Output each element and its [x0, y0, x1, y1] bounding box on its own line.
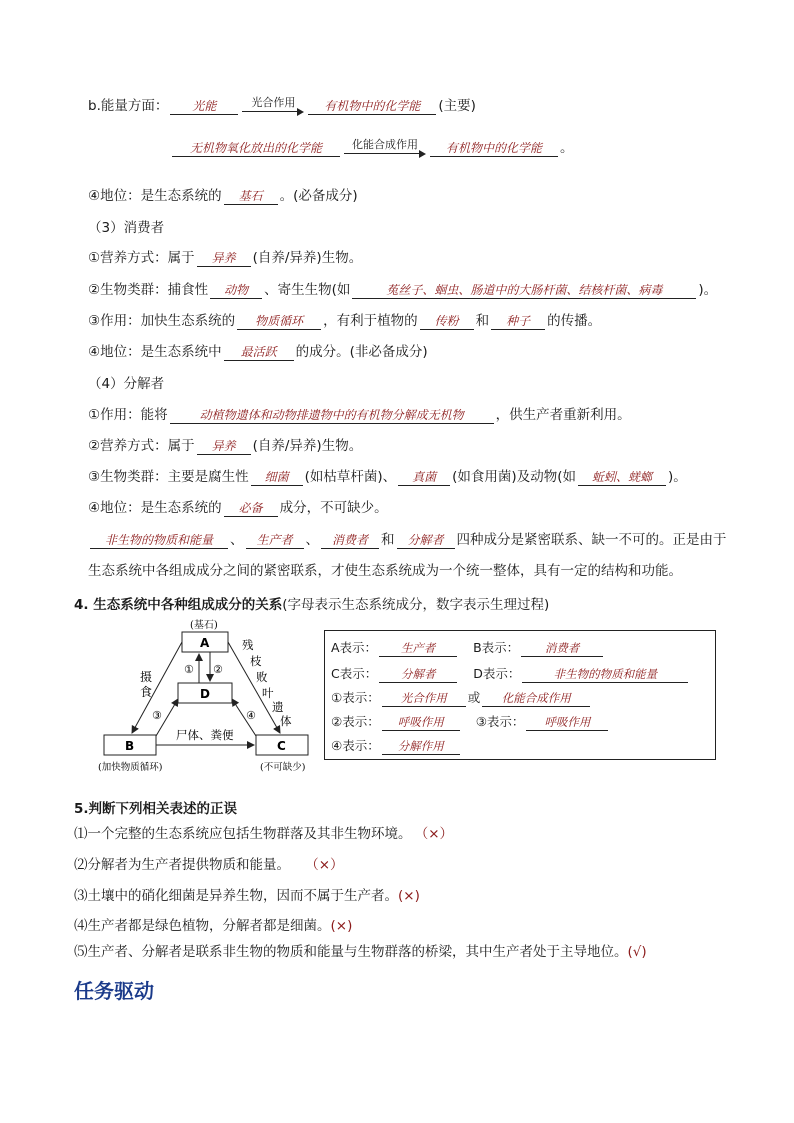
- text: 、: [305, 532, 319, 548]
- answer-material-cycle: 物质循环: [237, 313, 321, 330]
- num-2: ②: [213, 663, 223, 676]
- text: ，有利于植物的: [323, 313, 418, 329]
- judge-mark: （×）: [312, 857, 344, 873]
- label-d: D: [200, 687, 210, 701]
- arrow-label: 化能合成作用: [352, 138, 418, 151]
- text: ④地位：是生态系统的: [88, 188, 222, 204]
- text: ④地位：是生态系统的: [88, 500, 222, 516]
- answer-heterotroph: 异养: [197, 438, 251, 455]
- answer-earthworms: 蚯蚓、蜣螂: [578, 469, 666, 486]
- label: ①表示：: [331, 690, 380, 705]
- text: ⑸生产者、分解者是联系非生物的物质和能量与生物群落的桥梁，其中生产者处于主导地位。: [74, 944, 628, 960]
- text: ①营养方式：属于: [88, 250, 195, 266]
- consumer-types: [88, 281, 717, 299]
- text: ⑶土壤中的硝化细菌是异养生物，因而不属于生产者。: [74, 888, 398, 904]
- num-4: ④: [246, 709, 256, 722]
- text: ③生物类群：主要是腐生性: [88, 469, 249, 485]
- row-a-b: [331, 638, 605, 657]
- arrow-photosynthesis: [242, 96, 304, 115]
- answer-c: 分解者: [379, 666, 457, 683]
- text: ④地位：是生态系统中: [88, 344, 222, 360]
- answer-seeds: 种子: [491, 313, 545, 330]
- text: (如枯草杆菌)、: [304, 469, 397, 485]
- text: 的传播。: [547, 313, 602, 329]
- text: 的成分。(非必备成分): [295, 344, 428, 360]
- energy-prefix: b.能量方面：: [88, 98, 169, 114]
- answer-abiotic: 非生物的物质和能量: [90, 532, 228, 549]
- text: 成分，不可缺少。: [279, 500, 388, 516]
- answer-pollination: 传粉: [420, 313, 474, 330]
- section4-title: 4. 生态系统中各种组成成分的关系: [74, 597, 283, 613]
- row-process-1: [331, 688, 592, 707]
- row-process-4: [331, 736, 462, 755]
- left-label-2: 食: [140, 685, 153, 699]
- decomposer-nutrition: [88, 437, 362, 455]
- answer-process-4: 分解作用: [382, 738, 460, 755]
- right-label-2: 枝: [250, 654, 262, 668]
- judge-mark: （×）: [421, 826, 454, 842]
- period: 。: [560, 140, 574, 156]
- text: ③作用：加快生态系统的: [88, 313, 236, 329]
- answer-process-1a: 光合作用: [382, 690, 466, 707]
- label: ④表示：: [331, 738, 380, 753]
- right-arrow-icon: [344, 151, 426, 157]
- text: 或: [467, 690, 481, 705]
- energy-line-2: [170, 138, 574, 157]
- task-heading: 任务驱动: [74, 979, 154, 1003]
- label-c: C: [277, 739, 286, 753]
- row-c-d: [331, 664, 690, 683]
- ecosystem-relationship-diagram: [96, 615, 318, 775]
- num-3: ③: [152, 709, 162, 722]
- left-label-1: 摄: [140, 670, 153, 684]
- label: A表示：: [331, 640, 378, 655]
- text: 和: [381, 532, 395, 548]
- section4-heading: [74, 593, 549, 613]
- consumer-nutrition: [88, 249, 362, 267]
- answer-cornerstone: 基石: [224, 188, 278, 205]
- section5-heading: 5.判断下列相关表述的正误: [74, 801, 238, 817]
- bottom-label: 尸体、粪便: [176, 728, 234, 742]
- answer-parasites: 菟丝子、蛔虫、肠道中的大肠杆菌、结核杆菌、病毒: [352, 282, 696, 299]
- label: ③表示：: [475, 714, 525, 729]
- arrow-label: 光合作用: [251, 96, 296, 109]
- answer-light-energy: 光能: [170, 98, 238, 115]
- judge-mark: (×): [398, 888, 420, 904]
- text: ⑵分解者为生产者提供物质和能量。: [74, 857, 290, 873]
- label: C表示：: [331, 666, 378, 681]
- arrow-chemosynthesis: [344, 138, 426, 157]
- right-arrow-icon: [242, 109, 304, 115]
- row-process-2-3: [331, 712, 610, 731]
- decomposer-status: [88, 499, 388, 517]
- num-1: ①: [184, 663, 194, 676]
- label-b: B: [125, 739, 135, 753]
- consumer-title: （3）消费者: [88, 220, 165, 236]
- answer-consumer: 消费者: [321, 532, 379, 549]
- answer-most-active: 最活跃: [224, 344, 294, 361]
- answer-organic-chemical-energy-2: 有机物中的化学能: [430, 140, 558, 157]
- summary-line-1: [88, 531, 727, 549]
- text: 和: [475, 313, 490, 329]
- text: 。(必备成分): [279, 188, 358, 204]
- answer-fungi: 真菌: [398, 469, 450, 486]
- judge-item-3: [74, 884, 420, 904]
- text: ⑴一个完整的生态系统应包括生物群落及其非生物环境。: [74, 826, 412, 842]
- answer-producer: 生产者: [246, 532, 304, 549]
- energy-line-1: [88, 96, 476, 115]
- decomposer-function: [88, 406, 631, 424]
- text: ②营养方式：属于: [88, 438, 195, 454]
- text: (自养/异养)生物。: [252, 250, 363, 266]
- text: ，供生产者重新利用。: [495, 407, 631, 423]
- text: (如食用菌)及动物(如: [452, 469, 576, 485]
- label: D表示：: [473, 666, 521, 681]
- diagram-answer-box: [324, 630, 716, 760]
- answer-process-3: 呼吸作用: [526, 714, 608, 731]
- answer-decomposer: 分解者: [397, 532, 455, 549]
- text: 四种成分是紧密联系、缺一不可的。正是由于: [456, 532, 727, 548]
- right-label-3: 败: [256, 670, 268, 684]
- judge-mark: (×): [330, 918, 353, 934]
- answer-b: 消费者: [521, 640, 603, 657]
- producer-status: [88, 187, 358, 205]
- answer-bacteria: 细菌: [251, 469, 303, 486]
- label: B表示：: [473, 640, 520, 655]
- consumer-function: [88, 312, 601, 330]
- text: 、: [230, 532, 244, 548]
- answer-d: 非生物的物质和能量: [522, 666, 688, 683]
- text: 、寄生生物(如: [264, 282, 351, 298]
- text: ①作用：能将: [88, 407, 168, 423]
- judge-mark: (√): [627, 944, 647, 960]
- answer-process-1b: 化能合成作用: [482, 690, 590, 707]
- answer-animals: 动物: [210, 282, 262, 299]
- answer-a: 生产者: [379, 640, 457, 657]
- decomposer-title: （4）分解者: [88, 376, 165, 392]
- text: )。: [698, 282, 718, 298]
- answer-inorganic-oxidation: 无机物氧化放出的化学能: [172, 140, 340, 157]
- b-note: (加快物质循环): [98, 762, 163, 773]
- section4-note: (字母表示生态系统成分，数字表示生理过程): [282, 597, 550, 613]
- judge-item-5: [74, 940, 647, 960]
- judge-item-4: [74, 914, 352, 934]
- c-note: (不可缺少): [260, 762, 306, 773]
- right-label-6: 体: [280, 714, 292, 728]
- label-a: A: [200, 636, 210, 650]
- decomposer-types: [88, 468, 687, 486]
- text: ②生物类群：捕食性: [88, 282, 209, 298]
- text: )。: [667, 469, 687, 485]
- judge-item-1: [74, 822, 453, 842]
- a-note: (基石): [190, 620, 218, 631]
- answer-heterotroph: 异养: [197, 250, 251, 267]
- answer-process-2: 呼吸作用: [382, 714, 460, 731]
- summary-line-2: 生态系统中各组成成分之间的紧密联系，才使生态系统成为一个统一整体，具有一定的结构和功能。: [88, 563, 682, 579]
- label: ②表示：: [331, 714, 380, 729]
- right-label-1: 残: [242, 638, 254, 652]
- right-label-4: 叶: [262, 686, 274, 700]
- judge-item-2: [74, 853, 344, 873]
- text: ⑷生产者都是绿色植物，分解者都是细菌。: [74, 918, 331, 934]
- right-label-5: 遗: [272, 700, 284, 714]
- answer-essential: 必备: [224, 500, 278, 517]
- consumer-status: [88, 343, 428, 361]
- energy-note: (主要): [438, 98, 476, 114]
- answer-decomposition: 动植物遗体和动物排遗物中的有机物分解成无机物: [170, 407, 494, 424]
- text: (自养/异养)生物。: [252, 438, 363, 454]
- answer-organic-chemical-energy: 有机物中的化学能: [308, 98, 436, 115]
